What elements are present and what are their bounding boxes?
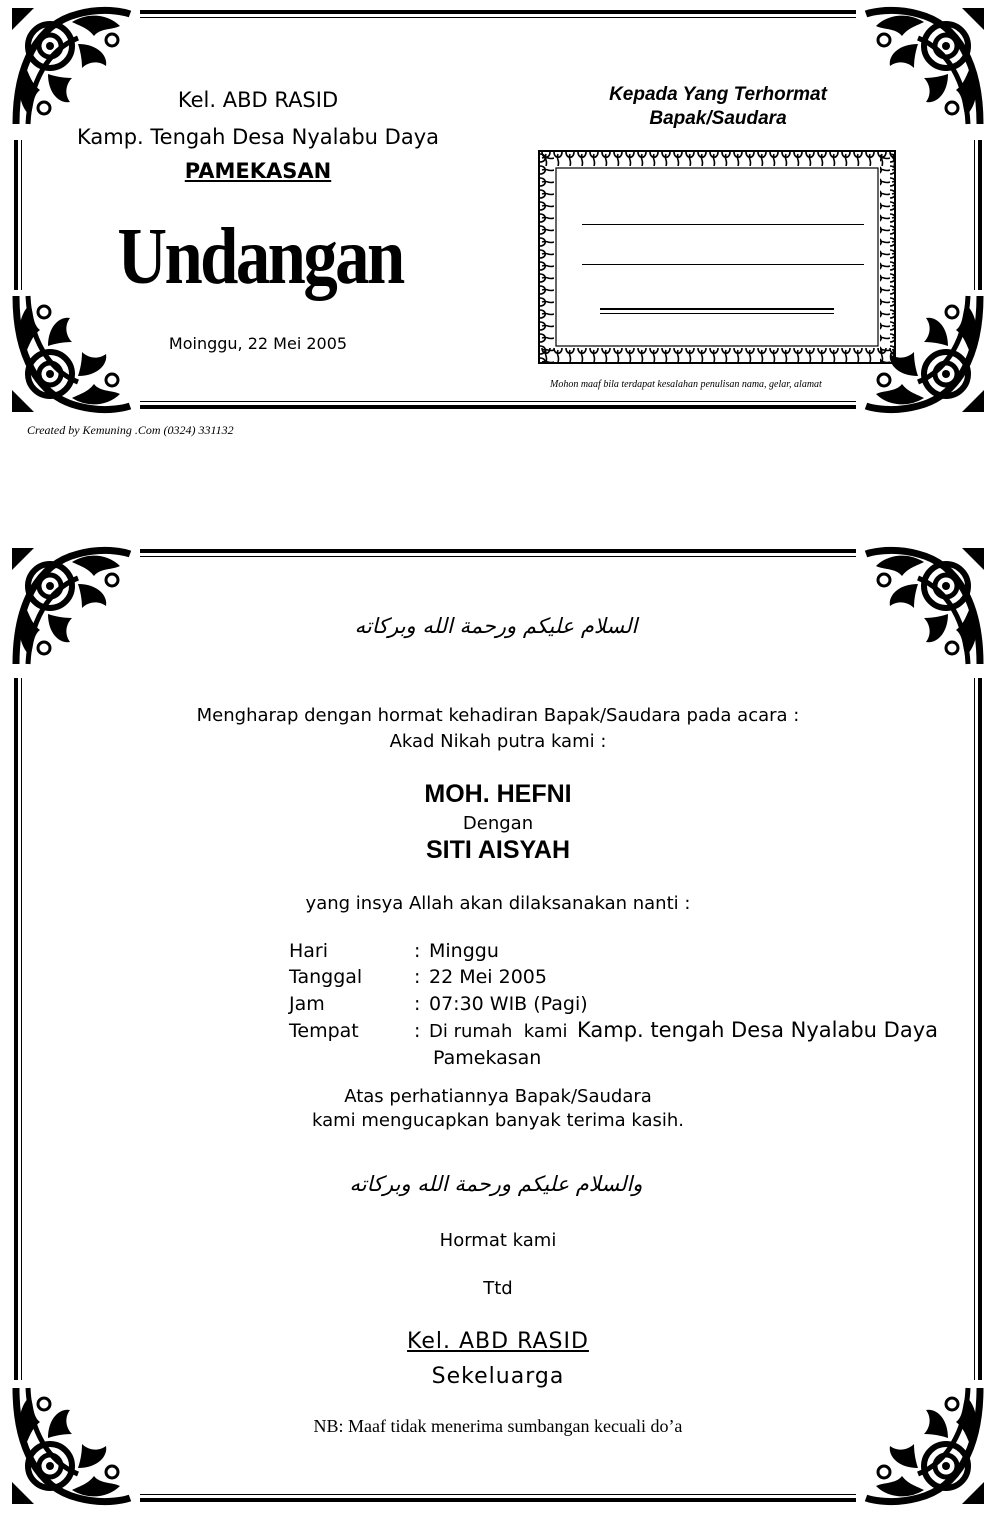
frame-bottom-rule [140,405,856,409]
schedule-value: 07:30 WIB (Pagi) [429,993,588,1015]
ornament-corner-icon [858,544,988,674]
recipient-heading: Kepada Yang Terhormat [609,84,827,105]
envelope-title: Undangan [117,213,403,301]
credit-line: Created by Kemuning .Com (0324) 331132 [27,423,234,437]
frame-bottom-rule-thin [140,1494,856,1495]
regards: Hormat kami [439,1230,557,1251]
address-line-3b [600,313,834,314]
recipient-sub: Bapak/Saudara [649,108,787,129]
signer-block [248,1329,748,1354]
frame-right-rule-thin [974,678,975,1380]
frame-top-rule-thin [140,17,856,18]
ornament-corner-icon [858,1378,988,1508]
schedule-value: 22 Mei 2005 [429,966,547,988]
schedule-value-address: Kamp. tengah Desa Nyalabu Daya [577,1018,938,1042]
sender-city [98,159,418,183]
frame-left-rule [14,678,18,1380]
name-conjunction: Dengan [462,813,534,834]
address-box [538,150,896,364]
frame-left-rule [14,140,18,290]
schedule-value: Minggu [429,940,499,962]
schedule-sep: : [414,966,421,988]
ornament-corner-icon [8,544,138,674]
frame-right-rule [978,678,982,1380]
schedule-sep: : [414,993,421,1015]
thanks-line-1: Atas perhatiannya Bapak/Saudara [344,1086,652,1107]
address-line-1 [582,224,864,225]
schedule-sep: : [414,1020,421,1042]
address-line-2 [582,264,864,265]
frame-top-rule [140,10,856,14]
intro-line-1: Mengharap dengan hormat kehadiran Bapak/Saudara pada acara : [196,705,800,726]
frame-right-rule [978,140,982,290]
frame-left-rule-thin [21,140,22,290]
frame-top-rule [140,549,856,553]
groom-name: MOH. HEFNI [424,780,572,808]
schedule-label: Tanggal [289,966,363,988]
apology-note: Mohon maaf bila terdapat kesalahan penulisan nama, gelar, alamat [550,379,822,390]
address-box-border-pattern [540,152,894,362]
schedule-value: Di rumah kami [429,1021,568,1042]
frame-left-rule-thin [21,678,22,1380]
thanks-line-2: kami mengucapkan banyak terima kasih. [311,1110,685,1131]
schedule-value-city: Pamekasan [433,1047,542,1069]
frame-right-rule-thin [974,140,975,290]
ornament-corner-icon [8,1378,138,1508]
salam-opening: السلام عليكم ورحمة الله وبركاته [354,614,638,638]
envelope-date: Moinggu, 22 Mei 2005 [168,334,348,353]
ornament-corner-icon [8,4,138,134]
bride-name: SITI AISYAH [425,836,571,864]
address-line-3 [600,308,834,310]
salam-closing: والسلام عليكم ورحمة الله وبركاته [349,1172,643,1196]
frame-bottom-rule-thin [140,401,856,402]
frame-top-rule-thin [140,556,856,557]
signer-sub: Sekeluarga [431,1364,565,1389]
schedule-intro: yang insya Allah akan dilaksanakan nanti : [305,893,691,914]
frame-bottom-rule [140,1498,856,1502]
schedule-label: Jam [289,993,325,1015]
sender-address: Kamp. Tengah Desa Nyalabu Daya [76,125,439,149]
schedule-label: Hari [289,940,329,962]
envelope-panel [0,0,996,440]
signer-name: Kel. ABD RASID [407,1329,589,1354]
sender-family-name: Kel. ABD RASID [177,88,339,112]
signature-text: Ttd [483,1278,513,1299]
schedule-label: Tempat [289,1020,359,1042]
letter-panel [0,540,996,1518]
nb-note: NB: Maaf tidak menerima sumbangan kecuali do’a [313,1416,683,1436]
sender-city-text: PAMEKASAN [184,159,332,183]
intro-line-2: Akad Nikah putra kami : [389,731,607,752]
schedule-sep: : [414,940,421,962]
